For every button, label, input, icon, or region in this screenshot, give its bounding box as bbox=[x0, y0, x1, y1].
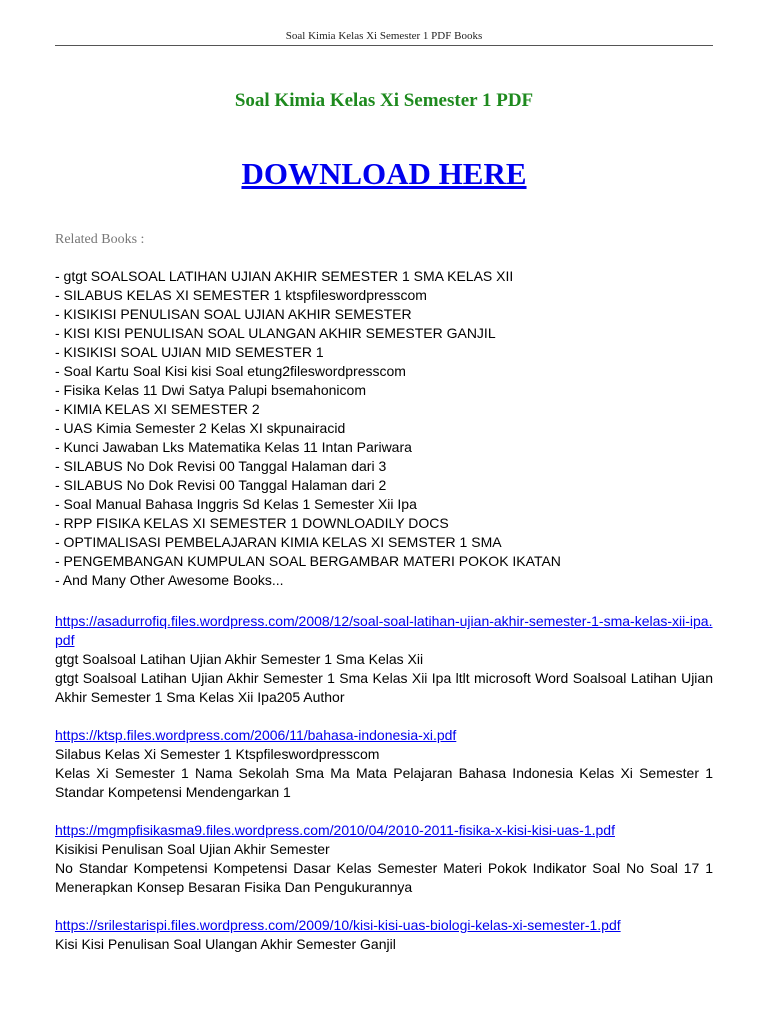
related-book-item: - Soal Manual Bahasa Inggris Sd Kelas 1 Semester Xii Ipa bbox=[55, 496, 417, 512]
related-book-item: - KISIKISI PENULISAN SOAL UJIAN AKHIR SEMESTER bbox=[55, 306, 412, 322]
related-book-item: - SILABUS KELAS XI SEMESTER 1 ktspfileswordpresscom bbox=[55, 287, 427, 303]
entry-description: No Standar Kompetensi Kompetensi Dasar Kelas Semester Materi Pokok Indikator Soal No Soal 17 1 Menerapkan Konsep Besaran Fisika Dan Pengukurannya bbox=[55, 860, 713, 895]
book-entries bbox=[55, 612, 713, 973]
download-here-link[interactable]: DOWNLOAD HERE bbox=[241, 156, 527, 191]
entry-url-link[interactable]: https://asadurrofiq.files.wordpress.com/2008/12/soal-soal-latihan-ujian-akhir-semester-1-sma-kelas-xii-ipa.pdf bbox=[55, 613, 713, 648]
entry-title: gtgt Soalsoal Latihan Ujian Akhir Semester 1 Sma Kelas Xii bbox=[55, 651, 424, 667]
book-entry bbox=[55, 726, 713, 802]
related-book-item: - And Many Other Awesome Books... bbox=[55, 572, 284, 588]
related-book-item: - RPP FISIKA KELAS XI SEMESTER 1 DOWNLOADILY DOCS bbox=[55, 515, 449, 531]
related-book-item: - SILABUS No Dok Revisi 00 Tanggal Halaman dari 3 bbox=[55, 458, 387, 474]
entry-url-link[interactable]: https://ktsp.files.wordpress.com/2006/11/bahasa-indonesia-xi.pdf bbox=[55, 727, 457, 743]
related-book-item: - KISI KISI PENULISAN SOAL ULANGAN AKHIR SEMESTER GANJIL bbox=[55, 325, 496, 341]
entry-url-link[interactable]: https://mgmpfisikasma9.files.wordpress.com/2010/04/2010-2011-fisika-x-kisi-kisi-uas-1.pdf bbox=[55, 822, 615, 838]
related-books-heading: Related Books : bbox=[55, 232, 145, 247]
related-book-item: - Fisika Kelas 11 Dwi Satya Palupi bsemahonicom bbox=[55, 382, 366, 398]
related-book-item: - Kunci Jawaban Lks Matematika Kelas 11 Intan Pariwara bbox=[55, 439, 412, 455]
entry-url-link[interactable]: https://srilestarispi.files.wordpress.com/2009/10/kisi-kisi-uas-biologi-kelas-xi-semester-1.pdf bbox=[55, 917, 621, 933]
related-book-item: - SILABUS No Dok Revisi 00 Tanggal Halaman dari 2 bbox=[55, 477, 387, 493]
related-book-item: - OPTIMALISASI PEMBELAJARAN KIMIA KELAS XI SEMSTER 1 SMA bbox=[55, 534, 502, 550]
book-entry bbox=[55, 612, 713, 707]
header-divider bbox=[55, 45, 713, 46]
related-book-item: - KISIKISI SOAL UJIAN MID SEMESTER 1 bbox=[55, 344, 324, 360]
related-book-item: - PENGEMBANGAN KUMPULAN SOAL BERGAMBAR MATERI POKOK IKATAN bbox=[55, 553, 561, 569]
page-title: Soal Kimia Kelas Xi Semester 1 PDF bbox=[234, 90, 534, 111]
running-header: Soal Kimia Kelas Xi Semester 1 PDF Books bbox=[285, 30, 483, 42]
entry-title: Silabus Kelas Xi Semester 1 Ktspfileswordpresscom bbox=[55, 746, 380, 762]
related-book-item: - UAS Kimia Semester 2 Kelas XI skpunairacid bbox=[55, 420, 346, 436]
related-book-item: - gtgt SOALSOAL LATIHAN UJIAN AKHIR SEMESTER 1 SMA KELAS XII bbox=[55, 268, 514, 284]
entry-title: Kisikisi Penulisan Soal Ujian Akhir Semester bbox=[55, 841, 330, 857]
related-book-item: - Soal Kartu Soal Kisi kisi Soal etung2fileswordpresscom bbox=[55, 363, 406, 379]
entry-title: Kisi Kisi Penulisan Soal Ulangan Akhir Semester Ganjil bbox=[55, 936, 396, 952]
related-books-list bbox=[55, 267, 715, 590]
entry-description: gtgt Soalsoal Latihan Ujian Akhir Semester 1 Sma Kelas Xii Ipa ltlt microsoft Word Soalsoal Latihan Ujian Akhir Semester 1 Sma Kelas Xii Ipa205 Author bbox=[55, 670, 713, 705]
book-entry bbox=[55, 916, 713, 954]
book-entry bbox=[55, 821, 713, 897]
related-book-item: - KIMIA KELAS XI SEMESTER 2 bbox=[55, 401, 260, 417]
entry-description: Kelas Xi Semester 1 Nama Sekolah Sma Ma Mata Pelajaran Bahasa Indonesia Kelas Xi Semester 1 Standar Kompetensi Mendengarkan 1 bbox=[55, 765, 713, 800]
